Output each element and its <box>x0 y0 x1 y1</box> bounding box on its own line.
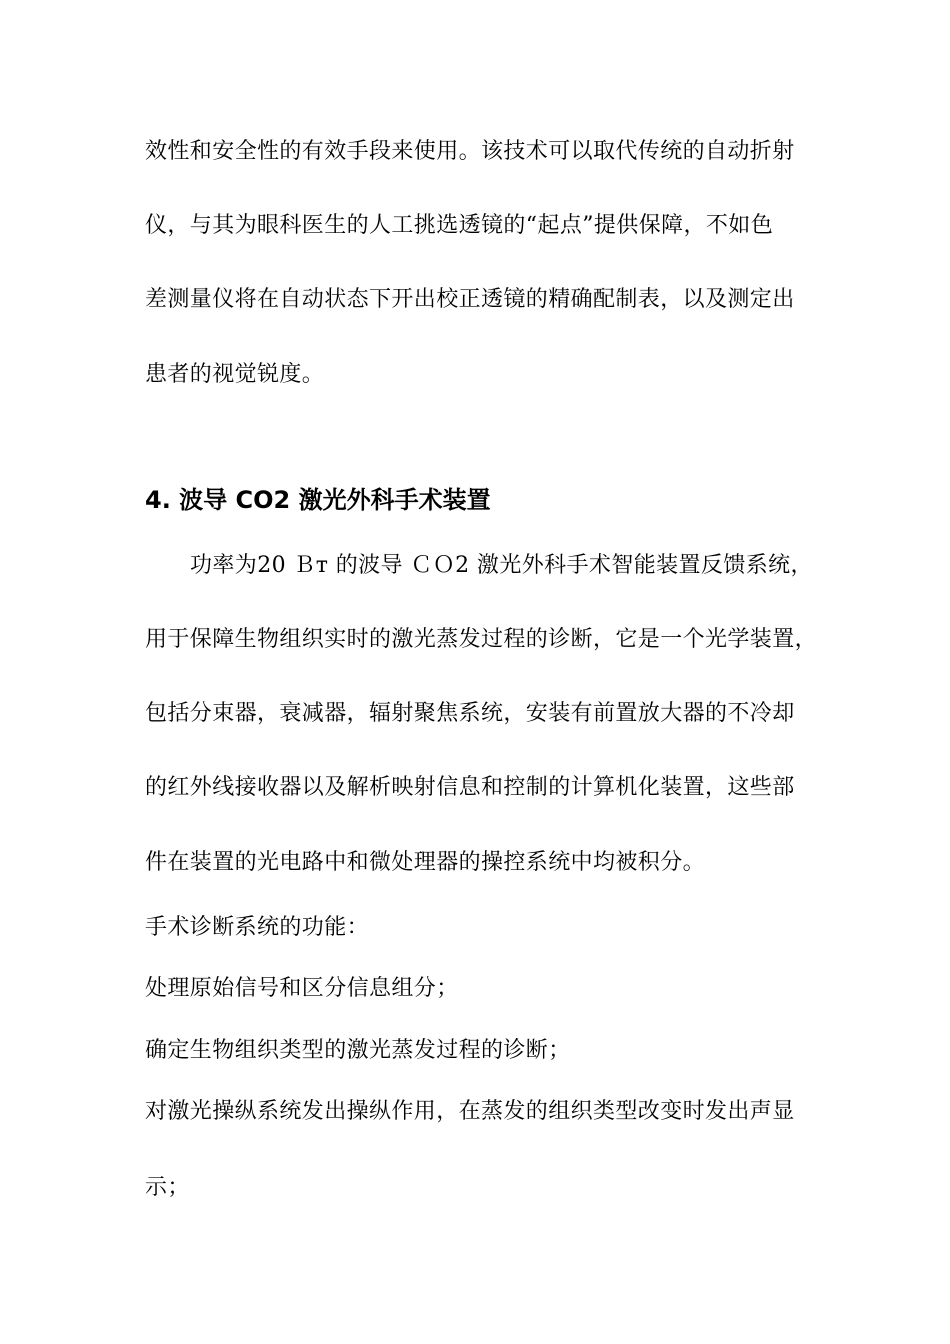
function-item-3-continued: 示； <box>145 1175 190 1200</box>
section-line-3: 包括分束器，衰减器，辐射聚焦系统，安装有前置放大器的不冷却 <box>145 701 795 726</box>
intro-line-1: 效性和安全性的有效手段来使用。该技术可以取代传统的自动折射 <box>145 139 795 164</box>
intro-line-3: 差测量仪将在自动状态下开出校正透镜的精确配制表，以及测定出 <box>145 287 795 312</box>
intro-line-2: 仪，与其为眼科医生的人工挑选透镜的“起点”提供保障，不如色 <box>145 213 774 238</box>
section-line-5: 件在装置的光电路中和微处理器的操控系统中均被积分。 <box>145 850 706 875</box>
function-item-2: 确定生物组织类型的激光蒸发过程的诊断； <box>145 1038 571 1063</box>
section-heading: 4. 波导 CO2 激光外科手术装置 <box>145 486 491 514</box>
functions-title: 手术诊断系统的功能： <box>145 915 370 940</box>
function-item-3: 对激光操纵系统发出操纵作用，在蒸发的组织类型改变时发出声显 <box>145 1099 795 1124</box>
section-line-2: 用于保障生物组织实时的激光蒸发过程的诊断，它是一个光学装置， <box>145 627 818 652</box>
intro-line-4: 患者的视觉锐度。 <box>145 362 325 387</box>
section-line-4: 的红外线接收器以及解析映射信息和控制的计算机化装置，这些部 <box>145 775 795 800</box>
function-item-1: 处理原始信号和区分信息组分； <box>145 976 459 1001</box>
section-line-1: 功率为20 Ｂт 的波导 ＣＯ2 激光外科手术智能装置反馈系统， <box>190 553 813 578</box>
